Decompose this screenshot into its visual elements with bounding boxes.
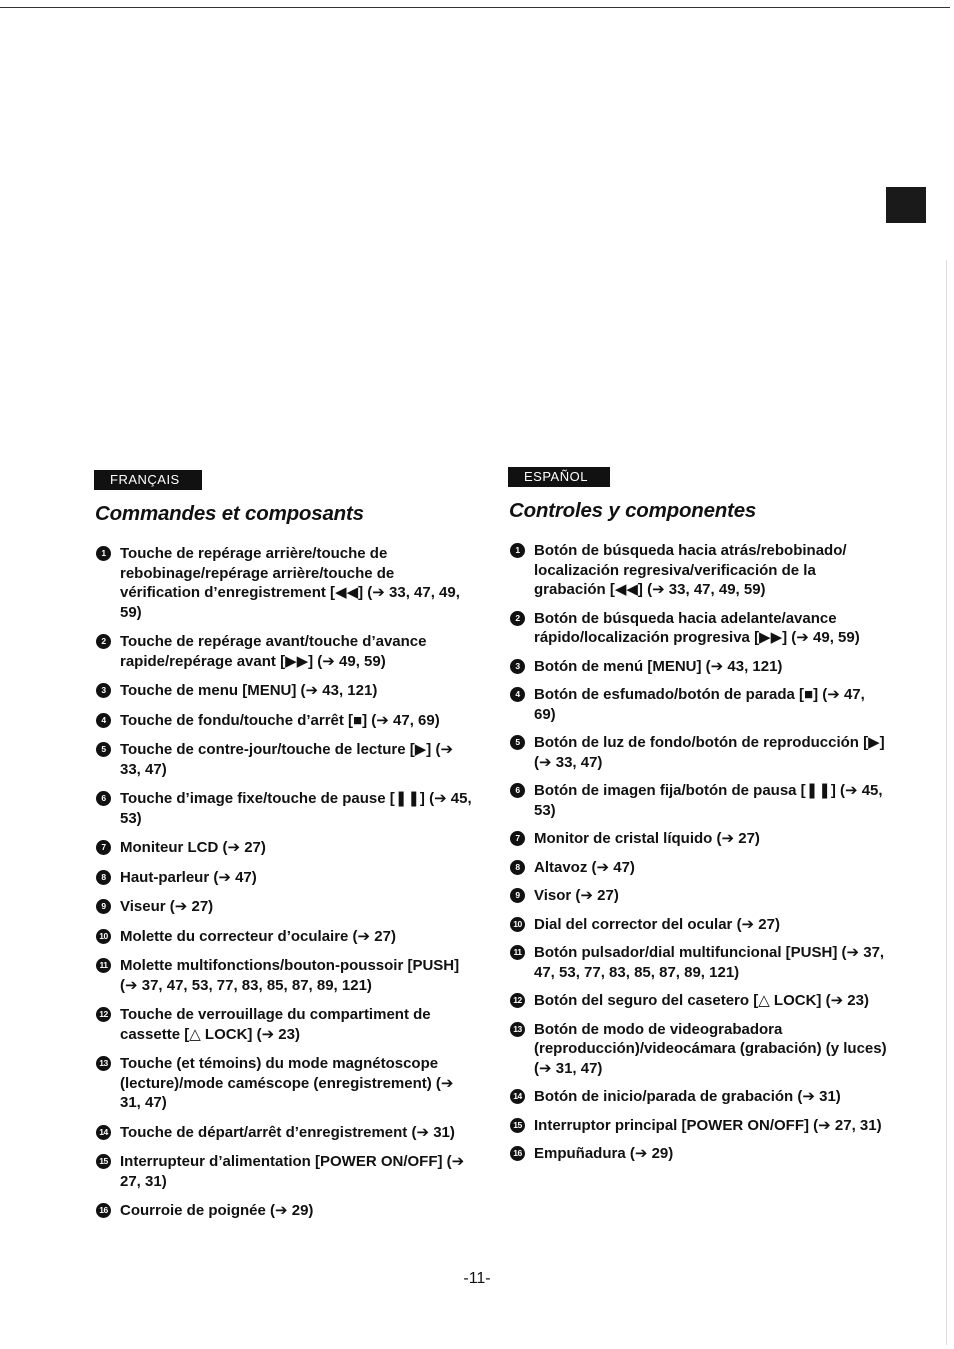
item-number-badge: 9	[96, 899, 111, 914]
item-number-badge: 13	[96, 1056, 111, 1071]
item-number-badge: 7	[510, 831, 525, 846]
item-text: Touche de verrouillage du compartiment de cassette [△ LOCK] (➔ 23)	[120, 1006, 431, 1043]
item-number-badge: 3	[510, 659, 525, 674]
section-title-french: Commandes et composants	[95, 502, 364, 525]
item-text: Monitor de cristal líquido (➔ 27)	[534, 830, 760, 847]
list-item	[94, 1152, 474, 1191]
list-item	[508, 609, 888, 648]
list-item	[94, 868, 474, 888]
item-number-badge: 7	[96, 840, 111, 855]
item-number-badge: 15	[510, 1118, 525, 1133]
french-column	[94, 470, 474, 1231]
section-title-spanish: Controles y componentes	[509, 499, 757, 522]
item-text: Molette multifonctions/bouton-poussoir [PUSH] (➔ 37, 47, 53, 77, 83, 85, 87, 89, 121)	[120, 957, 460, 994]
section-edge-tab	[886, 187, 926, 223]
list-item	[94, 1123, 474, 1143]
item-number-badge: 11	[96, 958, 111, 973]
item-text: Botón de modo de videograbadora (reproducción)/videocámara (grabación) (y luces) (➔ 31, 47)	[534, 1020, 887, 1077]
item-number-badge: 4	[510, 687, 525, 702]
item-number-badge: 4	[96, 713, 111, 728]
item-text: Botón pulsador/dial multifuncional [PUSH] (➔ 37, 47, 53, 77, 83, 85, 87, 89, 121)	[534, 944, 885, 981]
item-number-badge: 15	[96, 1154, 111, 1169]
list-item	[508, 1116, 888, 1136]
item-number-badge: 5	[96, 742, 111, 757]
list-item	[508, 1144, 888, 1164]
item-text: Visor (➔ 27)	[534, 887, 619, 904]
list-item	[508, 541, 888, 600]
item-text: Courroie de poignée (➔ 29)	[120, 1202, 314, 1219]
item-text: Interrupteur d’alimentation [POWER ON/OFF] (➔ 27, 31)	[120, 1153, 465, 1190]
item-text: Botón de búsqueda hacia atrás/rebobinado/ localización regresiva/verificación de la grabación [◀◀] (➔ 33, 47, 49, 59)	[534, 542, 847, 598]
list-item	[508, 1087, 888, 1107]
item-text: Botón de menú [MENU] (➔ 43, 121)	[534, 657, 783, 675]
list-item	[94, 544, 474, 622]
spanish-column	[508, 467, 888, 1173]
item-text: Botón del seguro del casetero [△ LOCK] (➔ 23)	[534, 992, 869, 1009]
item-number-badge: 5	[510, 735, 525, 750]
item-number-badge: 1	[96, 546, 111, 561]
list-item	[94, 740, 474, 779]
item-text: Touche (et témoins) du mode magnétoscope (lecture)/mode caméscope (enregistrement) (➔ 31, 47)	[120, 1055, 454, 1111]
list-item	[94, 956, 474, 995]
item-number-badge: 14	[96, 1125, 111, 1140]
list-item	[508, 858, 888, 878]
item-number-badge: 13	[510, 1022, 525, 1037]
item-number-badge: 12	[510, 993, 525, 1008]
item-text: Touche de menu [MENU] (➔ 43, 121)	[120, 682, 378, 699]
list-item	[508, 781, 888, 820]
item-number-badge: 2	[510, 611, 525, 626]
right-edge-rule	[946, 260, 947, 1345]
list-item	[94, 711, 474, 731]
item-text: Botón de luz de fondo/botón de reproducción [▶] (➔ 33, 47)	[534, 734, 885, 771]
item-text: Touche de repérage avant/touche d’avance rapide/repérage avant [▶▶] (➔ 49, 59)	[120, 633, 427, 670]
item-number-badge: 8	[510, 860, 525, 875]
item-number-badge: 2	[96, 634, 111, 649]
controls-list-french	[94, 544, 474, 1221]
item-number-badge: 8	[96, 870, 111, 885]
item-text: Touche d’image fixe/touche de pause [❚❚] (➔ 45, 53)	[120, 790, 472, 827]
list-item	[94, 1054, 474, 1113]
item-text: Altavoz (➔ 47)	[534, 858, 635, 876]
list-item	[508, 943, 888, 982]
item-text: Dial del corrector del ocular (➔ 27)	[534, 915, 780, 933]
item-text: Botón de inicio/parada de grabación (➔ 31)	[534, 1088, 841, 1105]
item-number-badge: 10	[510, 917, 525, 932]
item-number-badge: 12	[96, 1007, 111, 1022]
list-item	[508, 886, 888, 906]
item-text: Botón de búsqueda hacia adelante/avance rápido/localización progresiva [▶▶] (➔ 49, 59)	[534, 609, 860, 646]
item-number-badge: 11	[510, 945, 525, 960]
item-text: Moniteur LCD (➔ 27)	[120, 839, 266, 856]
list-item	[94, 681, 474, 701]
list-item	[508, 829, 888, 849]
item-number-badge: 16	[510, 1146, 525, 1161]
controls-list-spanish	[508, 541, 888, 1164]
item-number-badge: 6	[510, 783, 525, 798]
list-item	[94, 838, 474, 858]
list-item	[508, 733, 888, 772]
list-item	[94, 789, 474, 828]
item-text: Touche de fondu/touche d’arrêt [■] (➔ 47, 69)	[120, 711, 440, 729]
list-item	[94, 1201, 474, 1221]
item-text: Botón de esfumado/botón de parada [■] (➔ 47, 69)	[534, 686, 865, 723]
list-item	[508, 915, 888, 935]
item-text: Interruptor principal [POWER ON/OFF] (➔ 27, 31)	[534, 1116, 882, 1134]
language-badge-spanish: ESPAÑOL	[508, 467, 610, 487]
item-number-badge: 10	[96, 929, 111, 944]
language-badge-french: FRANÇAIS	[94, 470, 202, 490]
list-item	[94, 632, 474, 671]
item-text: Molette du correcteur d’oculaire (➔ 27)	[120, 927, 396, 945]
item-text: Viseur (➔ 27)	[120, 898, 214, 915]
list-item	[508, 1020, 888, 1079]
list-item	[508, 685, 888, 724]
item-text: Touche de contre-jour/touche de lecture [▶] (➔ 33, 47)	[120, 741, 454, 778]
list-item	[508, 657, 888, 677]
list-item	[508, 991, 888, 1011]
list-item	[94, 897, 474, 917]
top-rule	[0, 7, 950, 8]
list-item	[94, 1005, 474, 1044]
item-text: Botón de imagen fija/botón de pausa [❚❚] (➔ 45, 53)	[534, 782, 883, 819]
item-number-badge: 14	[510, 1089, 525, 1104]
item-number-badge: 1	[510, 543, 525, 558]
item-number-badge: 6	[96, 791, 111, 806]
item-number-badge: 9	[510, 888, 525, 903]
item-text: Touche de repérage arrière/touche de rebobinage/repérage arrière/touche de vérification d’enregistrement [◀◀] (➔ 33, 47, 49, 59)	[120, 545, 460, 621]
item-number-badge: 3	[96, 683, 111, 698]
page-number: -11-	[463, 1270, 491, 1287]
item-text: Haut-parleur (➔ 47)	[120, 868, 257, 886]
item-text: Empuñadura (➔ 29)	[534, 1145, 674, 1162]
item-text: Touche de départ/arrêt d’enregistrement (➔ 31)	[120, 1123, 455, 1141]
item-number-badge: 16	[96, 1203, 111, 1218]
list-item	[94, 927, 474, 947]
